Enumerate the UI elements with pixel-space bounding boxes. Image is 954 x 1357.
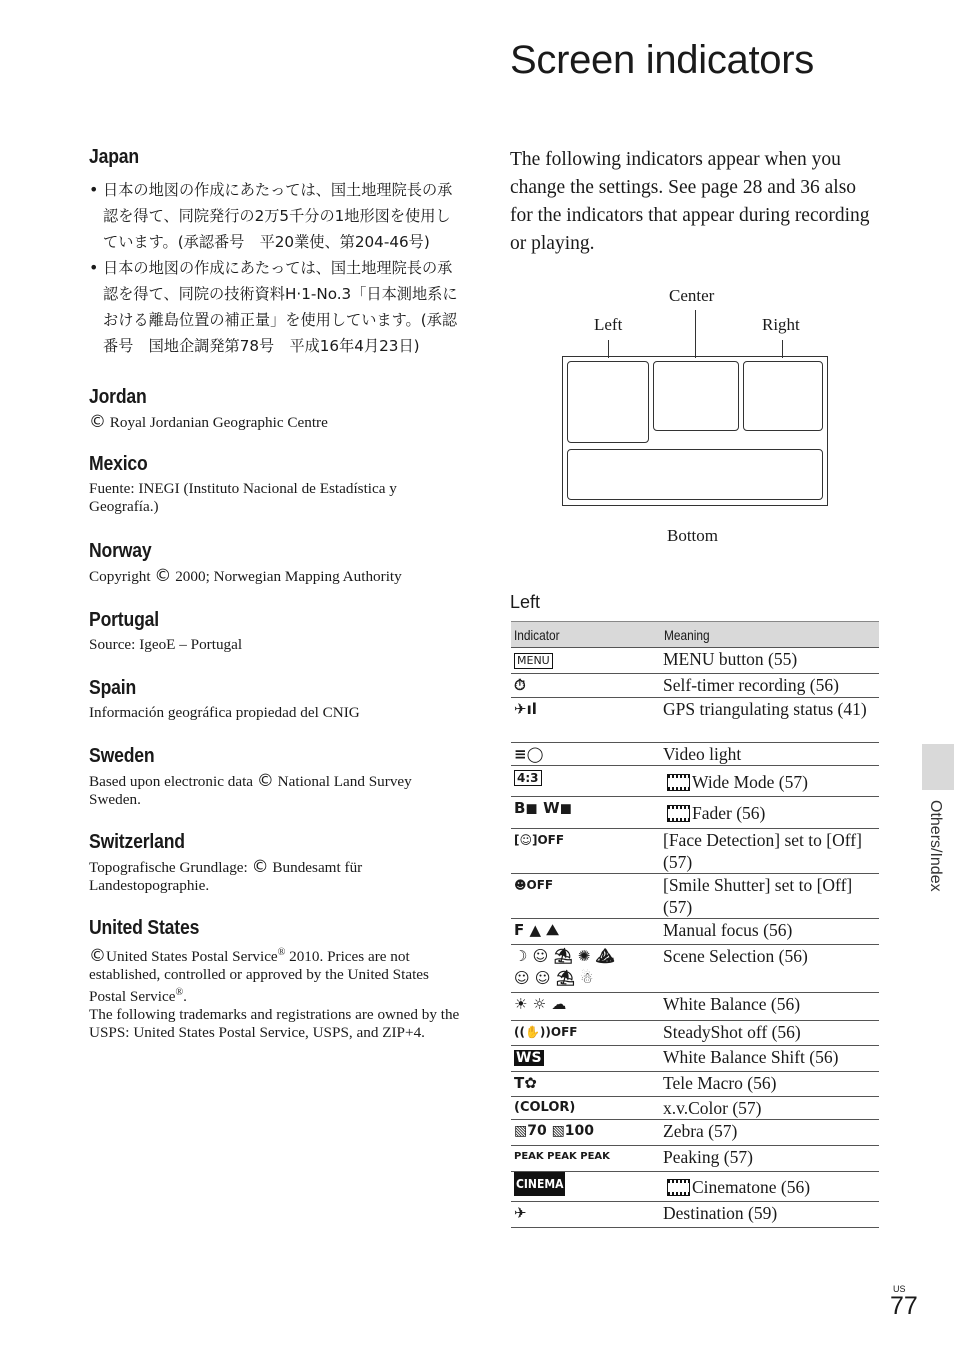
page-title: Screen indicators <box>510 38 814 82</box>
video-light-icon: ≡◯ <box>511 743 661 766</box>
table-row <box>511 1021 879 1046</box>
table-header-row <box>511 622 879 648</box>
meaning-cell: Fader (56) <box>661 797 879 829</box>
section-heading: Mexico <box>89 453 148 475</box>
section-tab-marker <box>922 744 954 790</box>
intro-paragraph: The following indicators appear when you change the settings. See page 28 and 36 also for the indicators that appear during recording or playing. <box>510 149 870 254</box>
destination-icon: ✈ <box>511 1202 661 1228</box>
section-body: Copyright © 2000; Norwegian Mapping Authority <box>89 566 402 586</box>
table-row <box>511 993 879 1021</box>
label-bottom: Bottom <box>667 526 719 545</box>
peaking-icon: PEAK PEAK PEAK <box>511 1146 661 1172</box>
screen-layout-diagram <box>560 286 830 551</box>
gps-status-icon: ✈ıl <box>511 698 661 743</box>
meaning-cell: Video light <box>661 743 879 766</box>
meaning-cell: Cinematone (56) <box>661 1172 879 1202</box>
table-row <box>511 1072 879 1097</box>
section-switzerland <box>89 831 464 895</box>
table-title: Left <box>510 592 541 612</box>
japan-bullet-list <box>89 177 464 359</box>
self-timer-icon: ⏱ <box>511 674 661 698</box>
table-row <box>511 945 879 993</box>
table-row <box>511 1172 879 1202</box>
section-heading: Sweden <box>89 745 155 767</box>
section-spain <box>89 677 464 722</box>
film-icon <box>667 774 690 791</box>
section-japan <box>89 146 464 359</box>
section-body: © Royal Jordanian Geographic Centre <box>89 412 328 432</box>
manual-focus-icon: F ▲ ⛰ <box>511 919 661 945</box>
table-row <box>511 766 879 797</box>
fader-icon: B◼ W◼ <box>511 797 661 829</box>
table-row <box>511 1120 879 1146</box>
section-heading: Norway <box>89 540 152 562</box>
table-row <box>511 743 879 766</box>
region-code: US <box>893 1284 906 1294</box>
copyright-icon: © <box>154 566 172 586</box>
meaning-cell: Wide Mode (57) <box>661 766 879 797</box>
meaning-cell: White Balance (56) <box>661 993 879 1021</box>
meaning-cell: Destination (59) <box>661 1202 879 1228</box>
face-detection-off-icon: [☺]OFF <box>511 829 661 874</box>
section-norway <box>89 540 464 586</box>
table-row <box>511 829 879 874</box>
copyright-icon: © <box>251 857 269 877</box>
zebra-icon: ▧70 ▧100 <box>511 1120 661 1146</box>
label-right: Right <box>762 315 800 334</box>
section-heading: Jordan <box>89 386 147 408</box>
copyright-icon: © <box>89 412 106 432</box>
table-row <box>511 1202 879 1228</box>
meaning-cell: GPS triangulating status (41) <box>661 698 879 743</box>
scene-selection-icon: ☽ ☺ ⛱ ✺ ⛰ ☺ ☺ ⛱ ☃ <box>511 945 661 993</box>
meaning-cell: Tele Macro (56) <box>661 1072 879 1097</box>
meaning-cell: Self-timer recording (56) <box>661 674 879 698</box>
zone-bottom <box>567 449 823 500</box>
registered-mark: ® <box>277 947 286 958</box>
film-icon <box>667 1179 690 1196</box>
table-row <box>511 698 879 743</box>
white-balance-shift-icon: WS <box>511 1046 661 1072</box>
table-row <box>511 874 879 919</box>
meaning-cell: Scene Selection (56) <box>661 945 879 993</box>
leader-line <box>695 310 696 358</box>
indicator-table <box>511 621 879 1228</box>
wide-mode-icon: 4:3 <box>511 766 661 797</box>
steadyshot-off-icon: ((✋))OFF <box>511 1021 661 1046</box>
table-row <box>511 1097 879 1120</box>
column-header-indicator: Indicator <box>511 622 661 648</box>
copyright-icon: © <box>256 771 274 791</box>
meaning-cell: Zebra (57) <box>661 1120 879 1146</box>
section-tab-label: Others/Index <box>927 800 944 892</box>
meaning-cell: White Balance Shift (56) <box>661 1046 879 1072</box>
section-mexico <box>89 453 464 516</box>
section-heading: United States <box>89 917 200 939</box>
meaning-cell: MENU button (55) <box>661 648 879 674</box>
section-body: Fuente: INEGI (Instituto Nacional de Estadística y Geografía.) <box>89 480 397 515</box>
page-number: 77 <box>890 1292 918 1320</box>
white-balance-icon: ☀ ☼ ☁ <box>511 993 661 1021</box>
table-row <box>511 648 879 674</box>
section-body: Source: IgeoE – Portugal <box>89 636 243 653</box>
copyright-icon: © <box>89 946 106 967</box>
meaning-cell: SteadyShot off (56) <box>661 1021 879 1046</box>
label-left: Left <box>594 315 623 334</box>
meaning-cell: [Smile Shutter] set to [Off] (57) <box>661 874 879 919</box>
section-body: ©United States Postal Service® 2010. Prices are not established, controlled or approved by the United States Postal Service®. The following trademarks and registrations are owned by the USPS: United States Postal Service, USPS, and ZIP+4. <box>89 946 460 1042</box>
zone-right <box>743 361 823 431</box>
registered-mark: ® <box>175 987 184 999</box>
section-jordan <box>89 386 464 432</box>
lcd-screen <box>562 356 828 506</box>
menu-icon: MENU <box>511 648 661 674</box>
cinematone-icon: CINEMA <box>511 1172 661 1202</box>
section-united-states <box>89 917 464 1042</box>
table-row <box>511 919 879 945</box>
label-center: Center <box>669 286 715 305</box>
list-item: • 日本の地図の作成にあたっては、国土地理院長の承認を得て、同院の技術資料H·1-No.3「日本測地系における離島位置の補正量」を使用しています。(承認番号 国地企調発第78号 平成16年4月23日) <box>89 255 464 359</box>
section-sweden <box>89 745 464 809</box>
zone-left <box>567 361 649 443</box>
meaning-cell: Manual focus (56) <box>661 919 879 945</box>
table-row <box>511 1046 879 1072</box>
meaning-cell: x.v.Color (57) <box>661 1097 879 1120</box>
section-heading: Spain <box>89 677 137 699</box>
map-credits-column <box>89 146 464 1042</box>
list-item: • 日本の地図の作成にあたっては、国土地理院長の承認を得て、同院発行の2万5千分の1地形図を使用しています。(承認番号 平20業使、第204-46号) <box>89 177 464 255</box>
tele-macro-icon: T✿ <box>511 1072 661 1097</box>
zone-center <box>653 361 739 431</box>
column-header-meaning: Meaning <box>661 622 879 648</box>
xv-color-icon: (COLOR) <box>511 1097 661 1120</box>
table-row <box>511 797 879 829</box>
section-portugal <box>89 609 464 654</box>
section-body: Topografische Grundlage: © Bundesamt für Landestopographie. <box>89 857 363 894</box>
section-body: Información geográfica propiedad del CNIG <box>89 704 360 721</box>
smile-shutter-off-icon: ☻OFF <box>511 874 661 919</box>
section-heading: Japan <box>89 146 139 168</box>
film-icon <box>667 805 690 822</box>
section-heading: Portugal <box>89 609 159 631</box>
table-row <box>511 674 879 698</box>
meaning-cell: [Face Detection] set to [Off] (57) <box>661 829 879 874</box>
meaning-cell: Peaking (57) <box>661 1146 879 1172</box>
table-row <box>511 1146 879 1172</box>
section-heading: Switzerland <box>89 831 185 853</box>
section-body: Based upon electronic data © National Land Survey Sweden. <box>89 771 412 808</box>
